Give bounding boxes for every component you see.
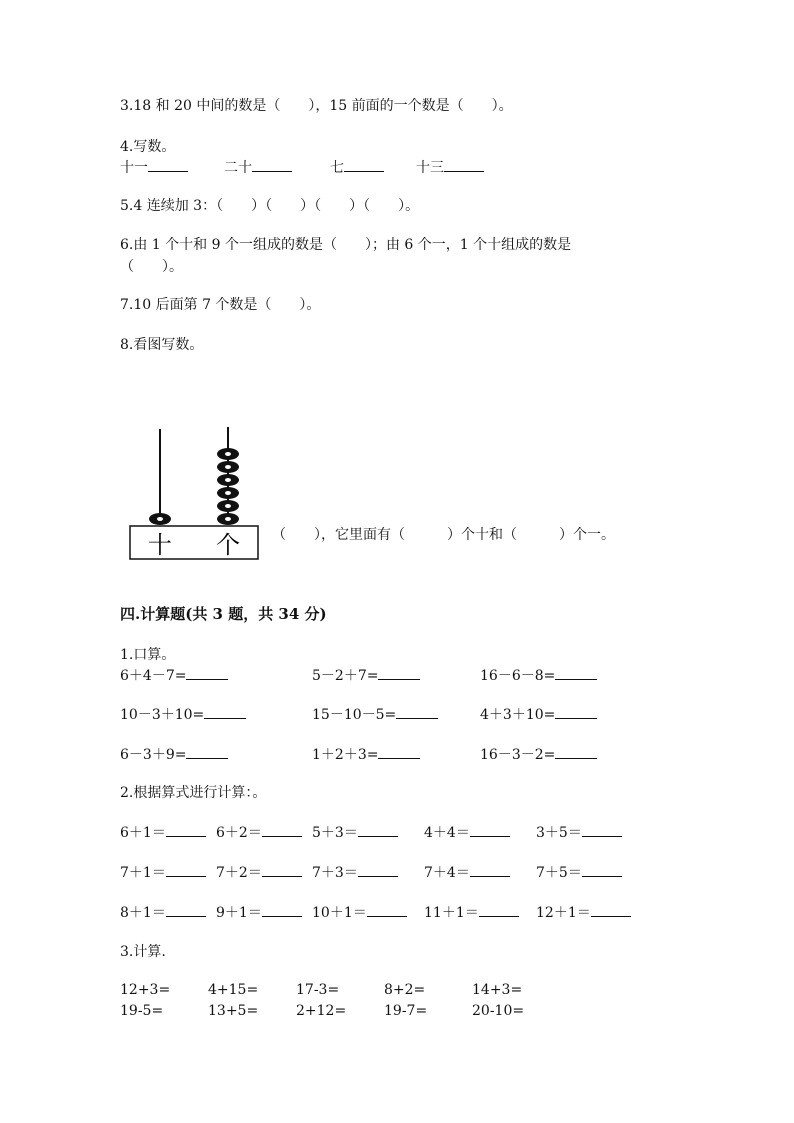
write-item: 十三	[416, 158, 484, 177]
answer-blank	[262, 863, 302, 877]
answer-blank	[582, 863, 622, 877]
answer-blank	[262, 903, 302, 917]
calc-item	[208, 981, 258, 999]
calc-expression: 16－6－8=	[480, 668, 556, 684]
calc-expression: 14+3=	[472, 982, 523, 998]
answer-blank	[204, 705, 246, 719]
calc-item	[120, 745, 228, 764]
answer-blank	[555, 666, 597, 680]
answer-blank	[555, 745, 597, 759]
answer-blank	[186, 666, 228, 680]
calc-expression: 10－3＋10=	[120, 707, 205, 723]
calc-expression: 6＋4－7=	[120, 668, 187, 684]
calc-expression: 7＋5＝	[536, 865, 582, 881]
question-3: 3.18 和 20 中间的数是（ ），15 前面的一个数是（ ）。	[120, 98, 513, 114]
bead-hole	[225, 491, 231, 495]
calc-item	[312, 705, 438, 724]
answer-blank	[367, 903, 407, 917]
calc-item	[536, 903, 631, 922]
calc-expression: 2+12=	[296, 1003, 347, 1019]
answer-blank	[555, 705, 597, 719]
calc-item	[384, 981, 425, 999]
calc-item	[480, 666, 597, 685]
calc-expression: 11＋1＝	[424, 905, 479, 921]
answer-blank	[479, 903, 519, 917]
calc-item	[472, 981, 522, 999]
answer-blank	[470, 863, 510, 877]
bead-hole	[225, 517, 231, 521]
write-item: 二十	[224, 158, 292, 177]
calc-expression: 15－10－5=	[312, 707, 397, 723]
abacus-figure	[128, 425, 264, 563]
calc-item	[120, 981, 170, 999]
calc-item	[312, 903, 407, 922]
calc-expression: 8+2=	[384, 982, 426, 998]
answer-blank	[166, 903, 206, 917]
calc-item	[296, 981, 339, 999]
ones-label: 个	[216, 531, 240, 559]
bead-hole	[225, 465, 231, 469]
question-6-line1: 6.由 1 个十和 9 个一组成的数是（ ）；由 6 个一，1 个十组成的数是	[120, 237, 572, 253]
calc-expression: 3＋5＝	[536, 825, 582, 841]
calc-expression: 5－2＋7=	[312, 668, 379, 684]
answer-blank	[262, 823, 302, 837]
bead-hole	[157, 517, 163, 521]
calc-expression: 9＋1＝	[216, 905, 262, 921]
calc-expression: 8＋1＝	[120, 905, 166, 921]
calc-expression: 10＋1＝	[312, 905, 367, 921]
bead-hole	[225, 478, 231, 482]
answer-blank	[396, 705, 438, 719]
answer-blank	[378, 745, 420, 759]
calc-expression: 5＋3＝	[312, 825, 358, 841]
calc-expression: 4＋4＝	[424, 825, 470, 841]
calc-item	[472, 1002, 524, 1020]
answer-blank	[470, 823, 510, 837]
calc-expression: 7＋2＝	[216, 865, 262, 881]
question-8-answer: （ ），它里面有（ ）个十和（ ）个一。	[272, 527, 615, 543]
question-6-line2: （ ）。	[120, 259, 183, 275]
calc-item	[216, 863, 302, 882]
calc-item	[312, 745, 420, 764]
calc-item	[296, 1002, 346, 1020]
calc-item	[120, 1002, 163, 1020]
write-item: 十一	[120, 158, 188, 177]
bead-group	[149, 448, 239, 525]
calc-item	[480, 705, 597, 724]
calc-item	[384, 1002, 427, 1020]
part-2-title: 2.根据算式进行计算：。	[120, 785, 267, 801]
part-3-title: 3.计算.	[120, 944, 166, 960]
bead-hole	[225, 504, 231, 508]
calc-item	[312, 823, 398, 842]
calc-expression: 6＋1＝	[120, 825, 166, 841]
calc-expression: 17-3=	[296, 982, 340, 998]
calc-expression: 19-5=	[120, 1003, 164, 1019]
calc-item	[424, 863, 510, 882]
calc-expression: 12＋1＝	[536, 905, 591, 921]
answer-blank	[166, 863, 206, 877]
part-1-title: 1.口算。	[120, 647, 176, 663]
calc-expression: 6－3＋9=	[120, 747, 187, 763]
calc-item	[536, 863, 622, 882]
calc-item	[120, 666, 228, 685]
calc-expression: 20-10=	[472, 1003, 525, 1019]
calc-item	[120, 705, 246, 724]
calc-item	[424, 823, 510, 842]
calc-expression: 4+15=	[208, 982, 259, 998]
calc-expression: 7＋3＝	[312, 865, 358, 881]
calc-item	[216, 903, 302, 922]
answer-blank	[378, 666, 420, 680]
calc-expression: 6＋2＝	[216, 825, 262, 841]
question-5: 5.4 连续加 3：（ ）（ ）（ ）（ ）。	[120, 198, 420, 214]
write-item: 七	[330, 158, 384, 177]
calc-item	[208, 1002, 258, 1020]
calc-item	[312, 863, 398, 882]
calc-item	[536, 823, 622, 842]
answer-blank	[358, 823, 398, 837]
calc-item	[120, 863, 206, 882]
calc-item	[120, 903, 206, 922]
calc-expression: 13+5=	[208, 1003, 259, 1019]
bead-hole	[225, 452, 231, 456]
calc-item	[312, 666, 420, 685]
answer-blank	[358, 863, 398, 877]
calc-expression: 7＋4＝	[424, 865, 470, 881]
answer-blank	[582, 823, 622, 837]
question-8-title: 8.看图写数。	[120, 337, 204, 353]
question-4-title: 4.写数。	[120, 139, 176, 155]
section-4-heading: 四.计算题(共 3 题，共 34 分)	[120, 605, 327, 623]
calc-expression: 7＋1＝	[120, 865, 166, 881]
calc-expression: 4＋3＋10=	[480, 707, 556, 723]
question-7: 7.10 后面第 7 个数是（ ）。	[120, 297, 321, 313]
answer-blank	[591, 903, 631, 917]
calc-item	[480, 745, 597, 764]
calc-expression: 1＋2＋3=	[312, 747, 379, 763]
calc-expression: 16－3－2=	[480, 747, 556, 763]
calc-item	[216, 823, 302, 842]
calc-expression: 12+3=	[120, 982, 171, 998]
calc-item	[424, 903, 519, 922]
calc-expression: 19-7=	[384, 1003, 428, 1019]
answer-blank	[166, 823, 206, 837]
calc-item	[120, 823, 206, 842]
answer-blank	[186, 745, 228, 759]
tens-label: 十	[148, 531, 172, 559]
